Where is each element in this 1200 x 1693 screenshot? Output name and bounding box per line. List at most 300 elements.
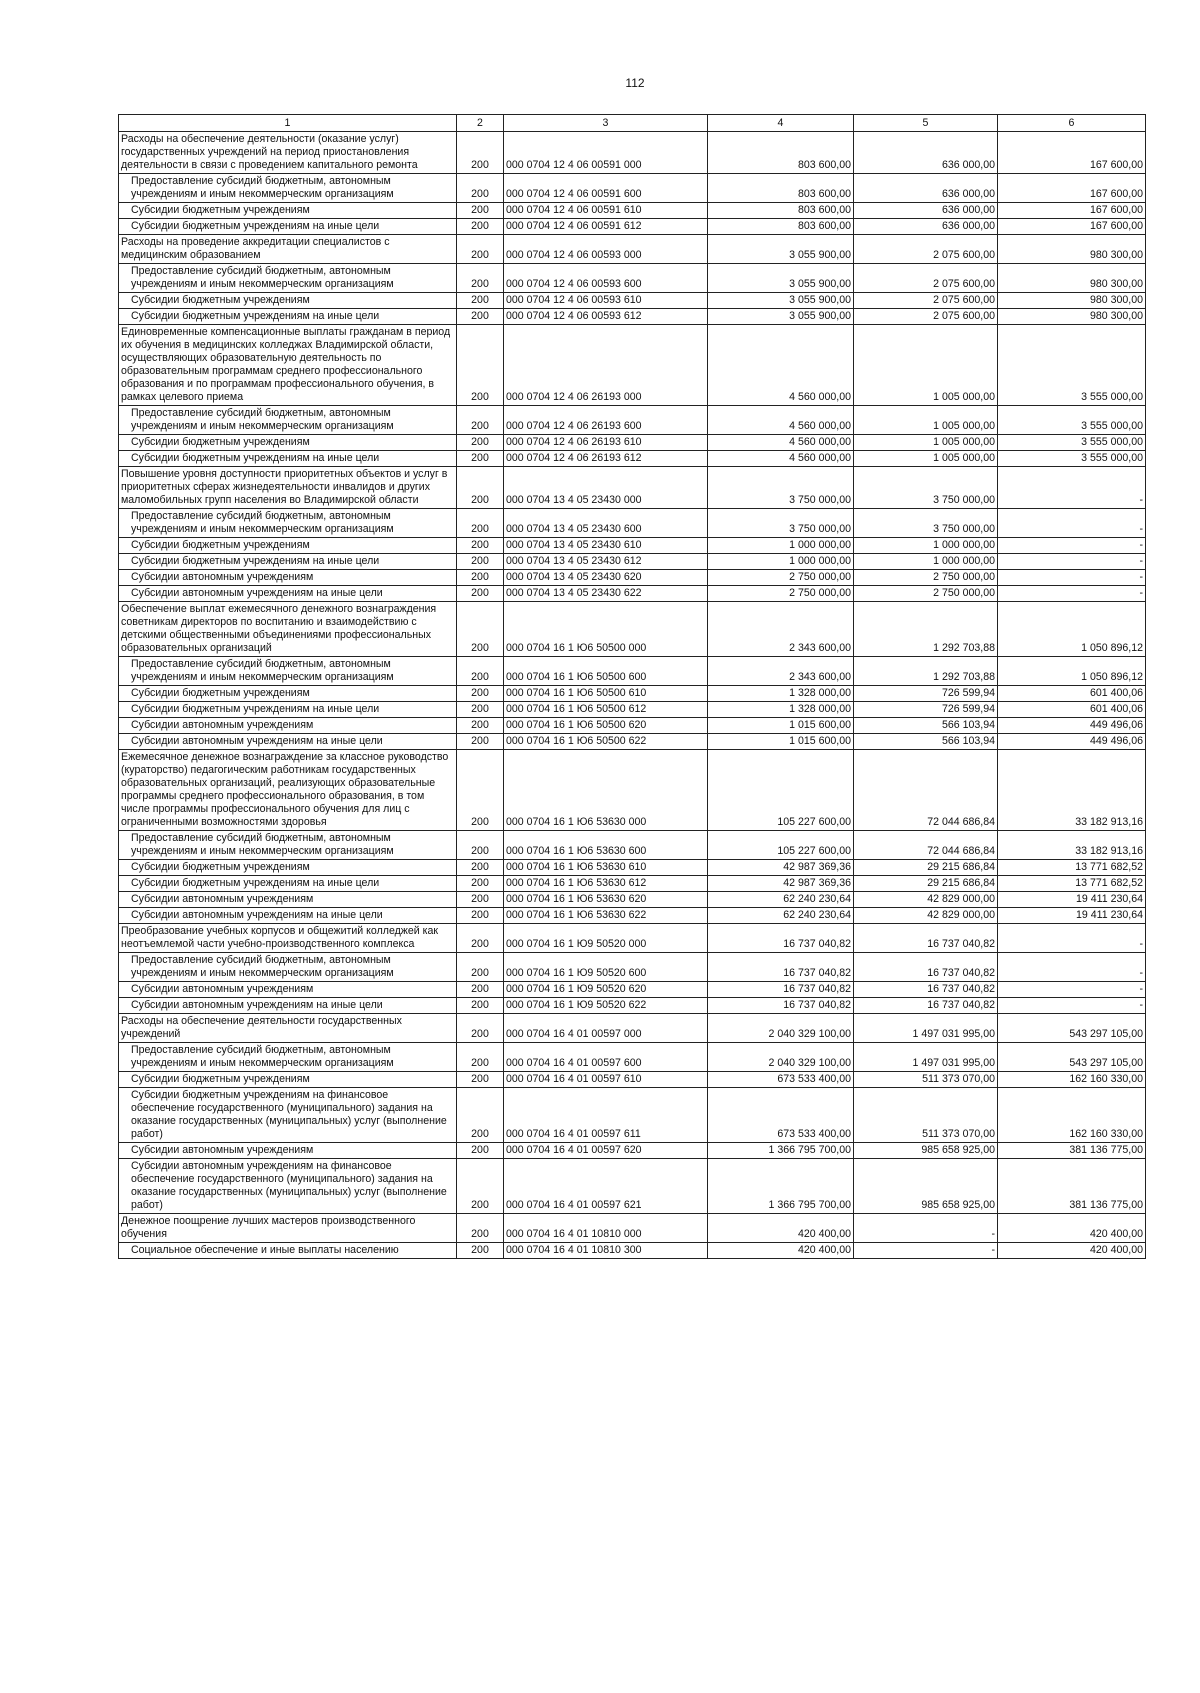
row-value-6: 980 300,00 [998, 264, 1146, 293]
row-code: 200 [457, 174, 504, 203]
table-row [119, 860, 1146, 876]
row-kbk: 000 0704 13 4 05 23430 000 [504, 467, 708, 509]
row-name: Единовременные компенсационные выплаты гражданам в период их обучения в медицинских колледжах Владимирской области, осуществляющих образовательную деятельность по образовательным программам среднего профессионального образования и по программам профессионального обучения, в рамках целевого приема [119, 325, 457, 406]
row-name: Предоставление субсидий бюджетным, автономным учреждениям и иным некоммерческим организациям [119, 406, 457, 435]
row-value-5: 1 292 703,88 [854, 602, 998, 657]
row-kbk: 000 0704 16 1 Ю9 50520 620 [504, 982, 708, 998]
row-kbk: 000 0704 16 1 Ю6 50500 000 [504, 602, 708, 657]
row-kbk: 000 0704 13 4 05 23430 610 [504, 538, 708, 554]
table-row [119, 1043, 1146, 1072]
table-row [119, 509, 1146, 538]
row-kbk: 000 0704 16 1 Ю9 50520 600 [504, 953, 708, 982]
row-name: Субсидии автономным учреждениям [119, 718, 457, 734]
row-value-5: 985 658 925,00 [854, 1143, 998, 1159]
row-name: Ежемесячное денежное вознаграждение за классное руководство (кураторство) педагогическим работникам государственных образовательных организаций, реализующих образовательные программы среднего профессионального образования, в том числе программы профессионального обучения для лиц с ограниченными возможностями здоровья [119, 750, 457, 831]
row-value-4: 1 015 600,00 [708, 718, 854, 734]
row-value-4: 16 737 040,82 [708, 953, 854, 982]
row-value-5: 2 075 600,00 [854, 293, 998, 309]
row-code: 200 [457, 831, 504, 860]
row-value-6: 980 300,00 [998, 309, 1146, 325]
row-value-5: 636 000,00 [854, 174, 998, 203]
row-kbk: 000 0704 12 4 06 00591 610 [504, 203, 708, 219]
row-value-4: 4 560 000,00 [708, 325, 854, 406]
row-value-4: 62 240 230,64 [708, 908, 854, 924]
column-header: 2 [457, 115, 504, 132]
row-value-5: 42 829 000,00 [854, 908, 998, 924]
row-code: 200 [457, 657, 504, 686]
table-row [119, 702, 1146, 718]
table-row [119, 325, 1146, 406]
table-body [119, 132, 1146, 1259]
column-header: 4 [708, 115, 854, 132]
row-value-6: - [998, 998, 1146, 1014]
row-kbk: 000 0704 16 1 Ю6 50500 610 [504, 686, 708, 702]
row-value-5: 726 599,94 [854, 686, 998, 702]
row-value-4: 2 040 329 100,00 [708, 1043, 854, 1072]
row-value-5: 29 215 686,84 [854, 876, 998, 892]
row-value-5: 511 373 070,00 [854, 1072, 998, 1088]
row-value-4: 803 600,00 [708, 203, 854, 219]
row-value-6: 381 136 775,00 [998, 1159, 1146, 1214]
row-value-5: 16 737 040,82 [854, 924, 998, 953]
table-row [119, 953, 1146, 982]
row-name: Денежное поощрение лучших мастеров производственного обучения [119, 1214, 457, 1243]
table-row [119, 998, 1146, 1014]
row-value-4: 105 227 600,00 [708, 831, 854, 860]
row-kbk: 000 0704 12 4 06 00591 000 [504, 132, 708, 174]
page-number: 112 [625, 76, 645, 90]
table-row [119, 293, 1146, 309]
row-value-5: 16 737 040,82 [854, 953, 998, 982]
row-name: Субсидии автономным учреждениям [119, 1143, 457, 1159]
table-row [119, 1214, 1146, 1243]
row-value-4: 2 343 600,00 [708, 657, 854, 686]
row-kbk: 000 0704 12 4 06 26193 000 [504, 325, 708, 406]
row-code: 200 [457, 219, 504, 235]
row-name: Субсидии бюджетным учреждениям [119, 686, 457, 702]
row-value-4: 673 533 400,00 [708, 1088, 854, 1143]
row-value-5: 636 000,00 [854, 203, 998, 219]
row-name: Расходы на обеспечение деятельности государственных учреждений [119, 1014, 457, 1043]
row-value-4: 2 750 000,00 [708, 570, 854, 586]
row-value-5: - [854, 1243, 998, 1259]
row-kbk: 000 0704 16 1 Ю6 53630 600 [504, 831, 708, 860]
row-name: Субсидии бюджетным учреждениям на иные цели [119, 876, 457, 892]
row-name: Субсидии автономным учреждениям на финансовое обеспечение государственного (муниципального) задания на оказание государственных (муниципальных) услуг (выполнение работ) [119, 1159, 457, 1214]
row-value-6: 449 496,06 [998, 718, 1146, 734]
row-kbk: 000 0704 16 1 Ю6 50500 622 [504, 734, 708, 750]
row-kbk: 000 0704 12 4 06 26193 612 [504, 451, 708, 467]
row-value-4: 3 750 000,00 [708, 509, 854, 538]
budget-table [118, 114, 1146, 1259]
row-code: 200 [457, 570, 504, 586]
row-kbk: 000 0704 13 4 05 23430 612 [504, 554, 708, 570]
row-value-6: 3 555 000,00 [998, 435, 1146, 451]
row-value-6: 167 600,00 [998, 203, 1146, 219]
row-name: Предоставление субсидий бюджетным, автономным учреждениям и иным некоммерческим организациям [119, 264, 457, 293]
row-kbk: 000 0704 16 4 01 10810 300 [504, 1243, 708, 1259]
row-kbk: 000 0704 16 1 Ю6 53630 000 [504, 750, 708, 831]
table-row [119, 406, 1146, 435]
row-name: Предоставление субсидий бюджетным, автономным учреждениям и иным некоммерческим организациям [119, 657, 457, 686]
row-value-4: 2 750 000,00 [708, 586, 854, 602]
row-value-6: 19 411 230,64 [998, 892, 1146, 908]
row-code: 200 [457, 686, 504, 702]
row-value-4: 3 055 900,00 [708, 235, 854, 264]
row-code: 200 [457, 1159, 504, 1214]
row-code: 200 [457, 1243, 504, 1259]
row-value-4: 420 400,00 [708, 1214, 854, 1243]
row-name: Повышение уровня доступности приоритетных объектов и услуг в приоритетных сферах жизнедеятельности инвалидов и других маломобильных групп населения во Владимирской области [119, 467, 457, 509]
row-kbk: 000 0704 16 1 Ю6 50500 600 [504, 657, 708, 686]
row-code: 200 [457, 1072, 504, 1088]
row-kbk: 000 0704 13 4 05 23430 620 [504, 570, 708, 586]
table-row [119, 982, 1146, 998]
row-name: Субсидии бюджетным учреждениям на иные цели [119, 451, 457, 467]
row-value-5: 2 075 600,00 [854, 309, 998, 325]
row-value-6: 601 400,06 [998, 686, 1146, 702]
row-kbk: 000 0704 16 4 01 00597 600 [504, 1043, 708, 1072]
table-row [119, 750, 1146, 831]
table-row [119, 309, 1146, 325]
row-code: 200 [457, 734, 504, 750]
row-kbk: 000 0704 13 4 05 23430 622 [504, 586, 708, 602]
row-code: 200 [457, 451, 504, 467]
row-kbk: 000 0704 12 4 06 00591 612 [504, 219, 708, 235]
row-value-4: 42 987 369,36 [708, 860, 854, 876]
row-value-5: 1 005 000,00 [854, 435, 998, 451]
row-value-5: 3 750 000,00 [854, 509, 998, 538]
row-name: Субсидии бюджетным учреждениям [119, 538, 457, 554]
table-row [119, 451, 1146, 467]
row-code: 200 [457, 718, 504, 734]
row-value-5: 1 000 000,00 [854, 538, 998, 554]
table-row [119, 554, 1146, 570]
row-kbk: 000 0704 12 4 06 00593 600 [504, 264, 708, 293]
table-row [119, 1014, 1146, 1043]
row-value-4: 1 328 000,00 [708, 686, 854, 702]
row-code: 200 [457, 554, 504, 570]
row-value-4: 1 015 600,00 [708, 734, 854, 750]
row-value-5: 2 750 000,00 [854, 570, 998, 586]
row-value-4: 673 533 400,00 [708, 1072, 854, 1088]
column-header: 3 [504, 115, 708, 132]
row-value-6: 13 771 682,52 [998, 876, 1146, 892]
row-name: Субсидии бюджетным учреждениям на иные цели [119, 702, 457, 718]
table-row [119, 1159, 1146, 1214]
row-value-4: 105 227 600,00 [708, 750, 854, 831]
row-code: 200 [457, 602, 504, 657]
row-name: Субсидии бюджетным учреждениям [119, 293, 457, 309]
row-value-6: 543 297 105,00 [998, 1014, 1146, 1043]
row-name: Субсидии бюджетным учреждениям [119, 203, 457, 219]
row-value-6: 1 050 896,12 [998, 657, 1146, 686]
row-code: 200 [457, 860, 504, 876]
table-row [119, 1243, 1146, 1259]
row-value-6: 33 182 913,16 [998, 831, 1146, 860]
row-code: 200 [457, 892, 504, 908]
row-code: 200 [457, 1014, 504, 1043]
row-kbk: 000 0704 16 4 01 00597 610 [504, 1072, 708, 1088]
row-value-5: 566 103,94 [854, 718, 998, 734]
row-value-5: 1 005 000,00 [854, 406, 998, 435]
row-name: Субсидии бюджетным учреждениям на иные цели [119, 309, 457, 325]
row-value-5: 72 044 686,84 [854, 831, 998, 860]
header-row [119, 115, 1146, 132]
row-code: 200 [457, 1143, 504, 1159]
table-row [119, 718, 1146, 734]
row-value-5: 3 750 000,00 [854, 467, 998, 509]
row-value-6: 33 182 913,16 [998, 750, 1146, 831]
row-kbk: 000 0704 16 4 01 00597 000 [504, 1014, 708, 1043]
row-value-6: 980 300,00 [998, 293, 1146, 309]
row-value-6: - [998, 586, 1146, 602]
row-name: Предоставление субсидий бюджетным, автономным учреждениям и иным некоммерческим организациям [119, 831, 457, 860]
table-row [119, 132, 1146, 174]
row-value-6: - [998, 924, 1146, 953]
row-value-4: 1 328 000,00 [708, 702, 854, 718]
row-value-6: 601 400,06 [998, 702, 1146, 718]
row-value-5: 72 044 686,84 [854, 750, 998, 831]
row-value-6: 381 136 775,00 [998, 1143, 1146, 1159]
row-code: 200 [457, 924, 504, 953]
row-value-6: - [998, 538, 1146, 554]
row-code: 200 [457, 702, 504, 718]
table-row [119, 908, 1146, 924]
row-kbk: 000 0704 16 4 01 00597 620 [504, 1143, 708, 1159]
table-row [119, 876, 1146, 892]
row-value-5: 511 373 070,00 [854, 1088, 998, 1143]
row-value-6: 19 411 230,64 [998, 908, 1146, 924]
row-code: 200 [457, 982, 504, 998]
row-code: 200 [457, 235, 504, 264]
row-value-6: 162 160 330,00 [998, 1088, 1146, 1143]
row-kbk: 000 0704 12 4 06 00593 000 [504, 235, 708, 264]
row-code: 200 [457, 325, 504, 406]
row-kbk: 000 0704 16 1 Ю6 53630 620 [504, 892, 708, 908]
table-row [119, 831, 1146, 860]
row-name: Преобразование учебных корпусов и общежитий колледжей как неотъемлемой части учебно-производственного комплекса [119, 924, 457, 953]
row-value-4: 1 000 000,00 [708, 554, 854, 570]
row-kbk: 000 0704 16 4 01 00597 621 [504, 1159, 708, 1214]
row-value-6: 1 050 896,12 [998, 602, 1146, 657]
table-row [119, 586, 1146, 602]
row-code: 200 [457, 538, 504, 554]
row-name: Предоставление субсидий бюджетным, автономным учреждениям и иным некоммерческим организациям [119, 953, 457, 982]
row-name: Субсидии бюджетным учреждениям [119, 435, 457, 451]
row-value-6: 420 400,00 [998, 1243, 1146, 1259]
row-value-4: 3 055 900,00 [708, 293, 854, 309]
row-name: Субсидии автономным учреждениям на иные цели [119, 586, 457, 602]
table-row [119, 1072, 1146, 1088]
row-value-4: 1 000 000,00 [708, 538, 854, 554]
row-value-4: 420 400,00 [708, 1243, 854, 1259]
row-kbk: 000 0704 12 4 06 00593 612 [504, 309, 708, 325]
row-value-4: 16 737 040,82 [708, 998, 854, 1014]
row-code: 200 [457, 1088, 504, 1143]
row-kbk: 000 0704 16 1 Ю9 50520 622 [504, 998, 708, 1014]
table-row [119, 734, 1146, 750]
row-value-5: 1 005 000,00 [854, 451, 998, 467]
table-row [119, 203, 1146, 219]
table-row [119, 1143, 1146, 1159]
row-code: 200 [457, 132, 504, 174]
table-row [119, 892, 1146, 908]
row-value-4: 803 600,00 [708, 219, 854, 235]
row-value-6: 420 400,00 [998, 1214, 1146, 1243]
column-header: 6 [998, 115, 1146, 132]
row-value-4: 4 560 000,00 [708, 451, 854, 467]
row-value-5: 636 000,00 [854, 132, 998, 174]
row-value-4: 62 240 230,64 [708, 892, 854, 908]
row-value-6: 3 555 000,00 [998, 406, 1146, 435]
row-value-4: 3 750 000,00 [708, 467, 854, 509]
row-value-5: 29 215 686,84 [854, 860, 998, 876]
table-row [119, 435, 1146, 451]
row-value-6: - [998, 467, 1146, 509]
row-name: Субсидии автономным учреждениям [119, 892, 457, 908]
table-row [119, 235, 1146, 264]
row-name: Субсидии бюджетным учреждениям [119, 860, 457, 876]
row-value-6: 3 555 000,00 [998, 325, 1146, 406]
row-value-4: 16 737 040,82 [708, 924, 854, 953]
row-value-6: 162 160 330,00 [998, 1072, 1146, 1088]
row-value-4: 16 737 040,82 [708, 982, 854, 998]
row-code: 200 [457, 1214, 504, 1243]
row-value-6: 543 297 105,00 [998, 1043, 1146, 1072]
row-name: Обеспечение выплат ежемесячного денежного вознаграждения советникам директоров по воспитанию и взаимодействию с детскими общественными объединениями профессиональных образовательных организаций [119, 602, 457, 657]
row-value-4: 4 560 000,00 [708, 406, 854, 435]
column-header: 1 [119, 115, 457, 132]
row-kbk: 000 0704 12 4 06 00591 600 [504, 174, 708, 203]
row-value-5: 2 075 600,00 [854, 235, 998, 264]
row-code: 200 [457, 264, 504, 293]
row-kbk: 000 0704 16 4 01 00597 611 [504, 1088, 708, 1143]
row-value-5: 16 737 040,82 [854, 982, 998, 998]
row-kbk: 000 0704 16 1 Ю6 53630 612 [504, 876, 708, 892]
row-value-5: 726 599,94 [854, 702, 998, 718]
row-name: Субсидии бюджетным учреждениям на иные цели [119, 554, 457, 570]
row-value-5: 1 005 000,00 [854, 325, 998, 406]
row-code: 200 [457, 998, 504, 1014]
row-value-5: 42 829 000,00 [854, 892, 998, 908]
row-code: 200 [457, 467, 504, 509]
table-row [119, 686, 1146, 702]
row-kbk: 000 0704 12 4 06 26193 600 [504, 406, 708, 435]
table-row [119, 219, 1146, 235]
row-value-5: 1 497 031 995,00 [854, 1014, 998, 1043]
table-row [119, 264, 1146, 293]
row-kbk: 000 0704 16 1 Ю9 50520 000 [504, 924, 708, 953]
row-value-4: 1 366 795 700,00 [708, 1159, 854, 1214]
row-code: 200 [457, 203, 504, 219]
table-row [119, 174, 1146, 203]
row-value-5: 636 000,00 [854, 219, 998, 235]
row-name: Субсидии автономным учреждениям [119, 982, 457, 998]
table-row [119, 602, 1146, 657]
row-code: 200 [457, 1043, 504, 1072]
row-name: Субсидии бюджетным учреждениям на финансовое обеспечение государственного (муниципального) задания на оказание государственных (муниципальных) услуг (выполнение работ) [119, 1088, 457, 1143]
row-kbk: 000 0704 16 1 Ю6 53630 610 [504, 860, 708, 876]
row-kbk: 000 0704 16 4 01 10810 000 [504, 1214, 708, 1243]
row-value-5: 2 075 600,00 [854, 264, 998, 293]
row-value-5: 1 497 031 995,00 [854, 1043, 998, 1072]
row-kbk: 000 0704 16 1 Ю6 50500 612 [504, 702, 708, 718]
row-value-6: - [998, 953, 1146, 982]
row-value-6: 3 555 000,00 [998, 451, 1146, 467]
table-row [119, 1088, 1146, 1143]
row-value-6: 167 600,00 [998, 132, 1146, 174]
row-kbk: 000 0704 12 4 06 26193 610 [504, 435, 708, 451]
row-name: Социальное обеспечение и иные выплаты населению [119, 1243, 457, 1259]
row-name: Предоставление субсидий бюджетным, автономным учреждениям и иным некоммерческим организациям [119, 509, 457, 538]
row-code: 200 [457, 406, 504, 435]
table-row [119, 570, 1146, 586]
row-name: Субсидии бюджетным учреждениям [119, 1072, 457, 1088]
row-name: Предоставление субсидий бюджетным, автономным учреждениям и иным некоммерческим организациям [119, 174, 457, 203]
row-code: 200 [457, 293, 504, 309]
row-value-5: 566 103,94 [854, 734, 998, 750]
row-value-4: 1 366 795 700,00 [708, 1143, 854, 1159]
table-row [119, 538, 1146, 554]
row-code: 200 [457, 586, 504, 602]
row-value-4: 42 987 369,36 [708, 876, 854, 892]
row-name: Предоставление субсидий бюджетным, автономным учреждениям и иным некоммерческим организациям [119, 1043, 457, 1072]
table-row [119, 657, 1146, 686]
row-value-6: 980 300,00 [998, 235, 1146, 264]
row-value-4: 3 055 900,00 [708, 264, 854, 293]
row-value-6: - [998, 554, 1146, 570]
row-value-4: 3 055 900,00 [708, 309, 854, 325]
row-value-4: 803 600,00 [708, 174, 854, 203]
row-name: Субсидии автономным учреждениям [119, 570, 457, 586]
row-code: 200 [457, 435, 504, 451]
row-value-6: - [998, 982, 1146, 998]
row-value-4: 4 560 000,00 [708, 435, 854, 451]
column-header: 5 [854, 115, 998, 132]
row-value-5: 985 658 925,00 [854, 1159, 998, 1214]
row-kbk: 000 0704 13 4 05 23430 600 [504, 509, 708, 538]
row-value-5: 2 750 000,00 [854, 586, 998, 602]
row-code: 200 [457, 750, 504, 831]
row-value-5: - [854, 1214, 998, 1243]
row-code: 200 [457, 309, 504, 325]
row-value-4: 803 600,00 [708, 132, 854, 174]
row-value-6: - [998, 570, 1146, 586]
row-value-4: 2 040 329 100,00 [708, 1014, 854, 1043]
row-name: Субсидии автономным учреждениям на иные цели [119, 998, 457, 1014]
row-code: 200 [457, 509, 504, 538]
row-value-6: 449 496,06 [998, 734, 1146, 750]
row-name: Субсидии автономным учреждениям на иные цели [119, 908, 457, 924]
row-name: Расходы на проведение аккредитации специалистов с медицинским образованием [119, 235, 457, 264]
row-value-6: 167 600,00 [998, 219, 1146, 235]
row-name: Расходы на обеспечение деятельности (оказание услуг) государственных учреждений на период приостановления деятельности в связи с проведением капитального ремонта [119, 132, 457, 174]
row-kbk: 000 0704 16 1 Ю6 50500 620 [504, 718, 708, 734]
row-name: Субсидии бюджетным учреждениям на иные цели [119, 219, 457, 235]
row-value-6: 167 600,00 [998, 174, 1146, 203]
table-row [119, 467, 1146, 509]
row-code: 200 [457, 908, 504, 924]
row-value-5: 16 737 040,82 [854, 998, 998, 1014]
row-name: Субсидии автономным учреждениям на иные цели [119, 734, 457, 750]
row-value-5: 1 000 000,00 [854, 554, 998, 570]
row-value-5: 1 292 703,88 [854, 657, 998, 686]
row-code: 200 [457, 876, 504, 892]
row-kbk: 000 0704 16 1 Ю6 53630 622 [504, 908, 708, 924]
table-row [119, 924, 1146, 953]
row-value-6: - [998, 509, 1146, 538]
